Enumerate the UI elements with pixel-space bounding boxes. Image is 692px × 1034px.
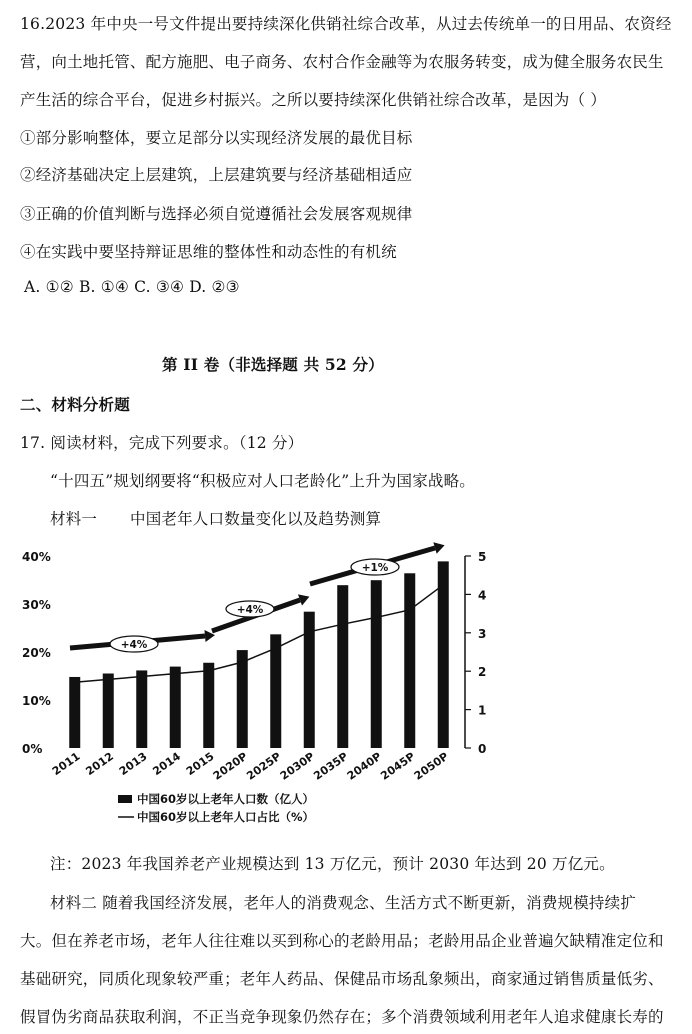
aging-population-chart <box>0 536 692 836</box>
part-title: 二、材料分析题 <box>20 395 130 414</box>
category-label: 2011 <box>49 749 83 779</box>
q16-stem-line-3: 产生活的综合平台，促进乡村振兴。之所以要持续深化供销社综合改革，是因为（ ） <box>20 91 607 109</box>
category-label: 2030P <box>277 749 317 783</box>
share-line-series <box>75 585 444 682</box>
left-tick-label: 0% <box>22 742 43 756</box>
category-label: 2020P <box>210 749 250 783</box>
material-2-line-1: 材料二 随着我国经济发展，老年人的消费观念、生活方式不断更新，消费规模持续扩 <box>50 894 637 912</box>
material-2-line-4: 假冒伪劣商品获取利润，不正当竞争现象仍然存在；多个消费领域利用老年人追求健康长寿的 <box>20 1008 664 1026</box>
left-tick-label: 30% <box>22 598 51 612</box>
legend-bar-swatch <box>118 795 132 803</box>
population-bar <box>203 663 214 748</box>
right-tick-label: 3 <box>478 626 487 641</box>
q16-option-4: ④在实践中要坚持辩证思维的整体性和动态性的有机统 <box>20 243 397 261</box>
population-bar <box>371 580 382 748</box>
category-label: 2045P <box>378 749 418 783</box>
left-tick-label: 10% <box>22 694 51 708</box>
q16-option-2: ②经济基础决定上层建筑，上层建筑要与经济基础相适应 <box>20 166 413 184</box>
material-2-line-3: 基础研究，同质化现象较严重；老年人药品、保健品市场乱象频出，商家通过销售质量低劣、 <box>20 970 664 988</box>
right-tick-label: 1 <box>478 703 487 718</box>
population-bar <box>404 573 415 748</box>
q16-option-1: ①部分影响整体，要立足部分以实现经济发展的最优目标 <box>20 129 413 147</box>
left-axis <box>22 550 51 756</box>
q17-intro: “十四五”规划纲要将“积极应对人口老龄化”上升为国家战略。 <box>50 472 475 490</box>
left-tick-label: 20% <box>22 646 51 660</box>
category-label: 2035P <box>311 749 351 783</box>
category-label: 2040P <box>344 749 384 783</box>
growth-arrows <box>70 542 445 652</box>
category-label: 2012 <box>83 749 116 779</box>
population-bar <box>337 585 348 748</box>
q16-option-3: ③正确的价值判断与选择必须自觉遵循社会发展客观规律 <box>20 205 413 223</box>
legend-bar-label: 中国60岁以上老年人口数（亿人） <box>137 792 315 806</box>
growth-label: +4% <box>236 604 264 616</box>
right-axis <box>465 550 486 756</box>
category-label: 2050P <box>411 749 451 783</box>
growth-label: +4% <box>120 639 148 651</box>
population-bar <box>438 561 449 748</box>
material-2-line-2: 大。但在养老市场，老年人往往难以买到称心的老龄用品；老龄用品企业普遍欠缺精准定位和 <box>20 932 664 950</box>
q17-stem: 17. 阅读材料，完成下列要求。（12 分） <box>20 434 304 452</box>
material-1-title: 中国老年人口数量变化以及趋势测算 <box>130 510 382 528</box>
population-bar <box>69 677 80 748</box>
category-label: 2015 <box>183 749 217 779</box>
right-tick-label: 5 <box>478 550 487 564</box>
population-bar <box>237 650 248 748</box>
q16-stem-line-1: 16.2023 年中央一号文件提出要持续深化供销社综合改革，从过去传统单一的日用品、农资经 <box>20 15 672 33</box>
growth-label: +1% <box>361 562 389 574</box>
population-bar <box>170 667 181 748</box>
material-1-label: 材料一 <box>50 510 98 528</box>
section-title: 第 II 卷（非选择题 共 52 分） <box>162 355 384 374</box>
population-bar <box>136 670 147 748</box>
q16-choices: A. ①② B. ①④ C. ③④ D. ②③ <box>24 278 240 296</box>
category-labels <box>50 750 451 783</box>
legend-line-label: 中国60岁以上老年人口占比（%） <box>137 810 315 824</box>
population-bar <box>270 634 281 748</box>
right-tick-label: 2 <box>478 665 487 680</box>
category-label: 2013 <box>116 749 150 779</box>
note: 注：2023 年我国养老产业规模达到 13 万亿元，预计 2030 年达到 20 万亿元。 <box>50 855 615 873</box>
right-tick-label: 0 <box>478 742 487 756</box>
q16-stem-line-2: 营，向土地托管、配方施肥、电子商务、农村合作金融等为农服务转变，成为健全服务农民生 <box>20 53 664 71</box>
category-label: 2025P <box>244 749 284 783</box>
left-tick-label: 40% <box>22 550 51 564</box>
growth-arrowhead <box>433 542 444 554</box>
category-label: 2014 <box>150 749 183 779</box>
right-tick-label: 4 <box>478 588 487 603</box>
population-bar <box>103 674 114 748</box>
legend <box>118 792 314 824</box>
